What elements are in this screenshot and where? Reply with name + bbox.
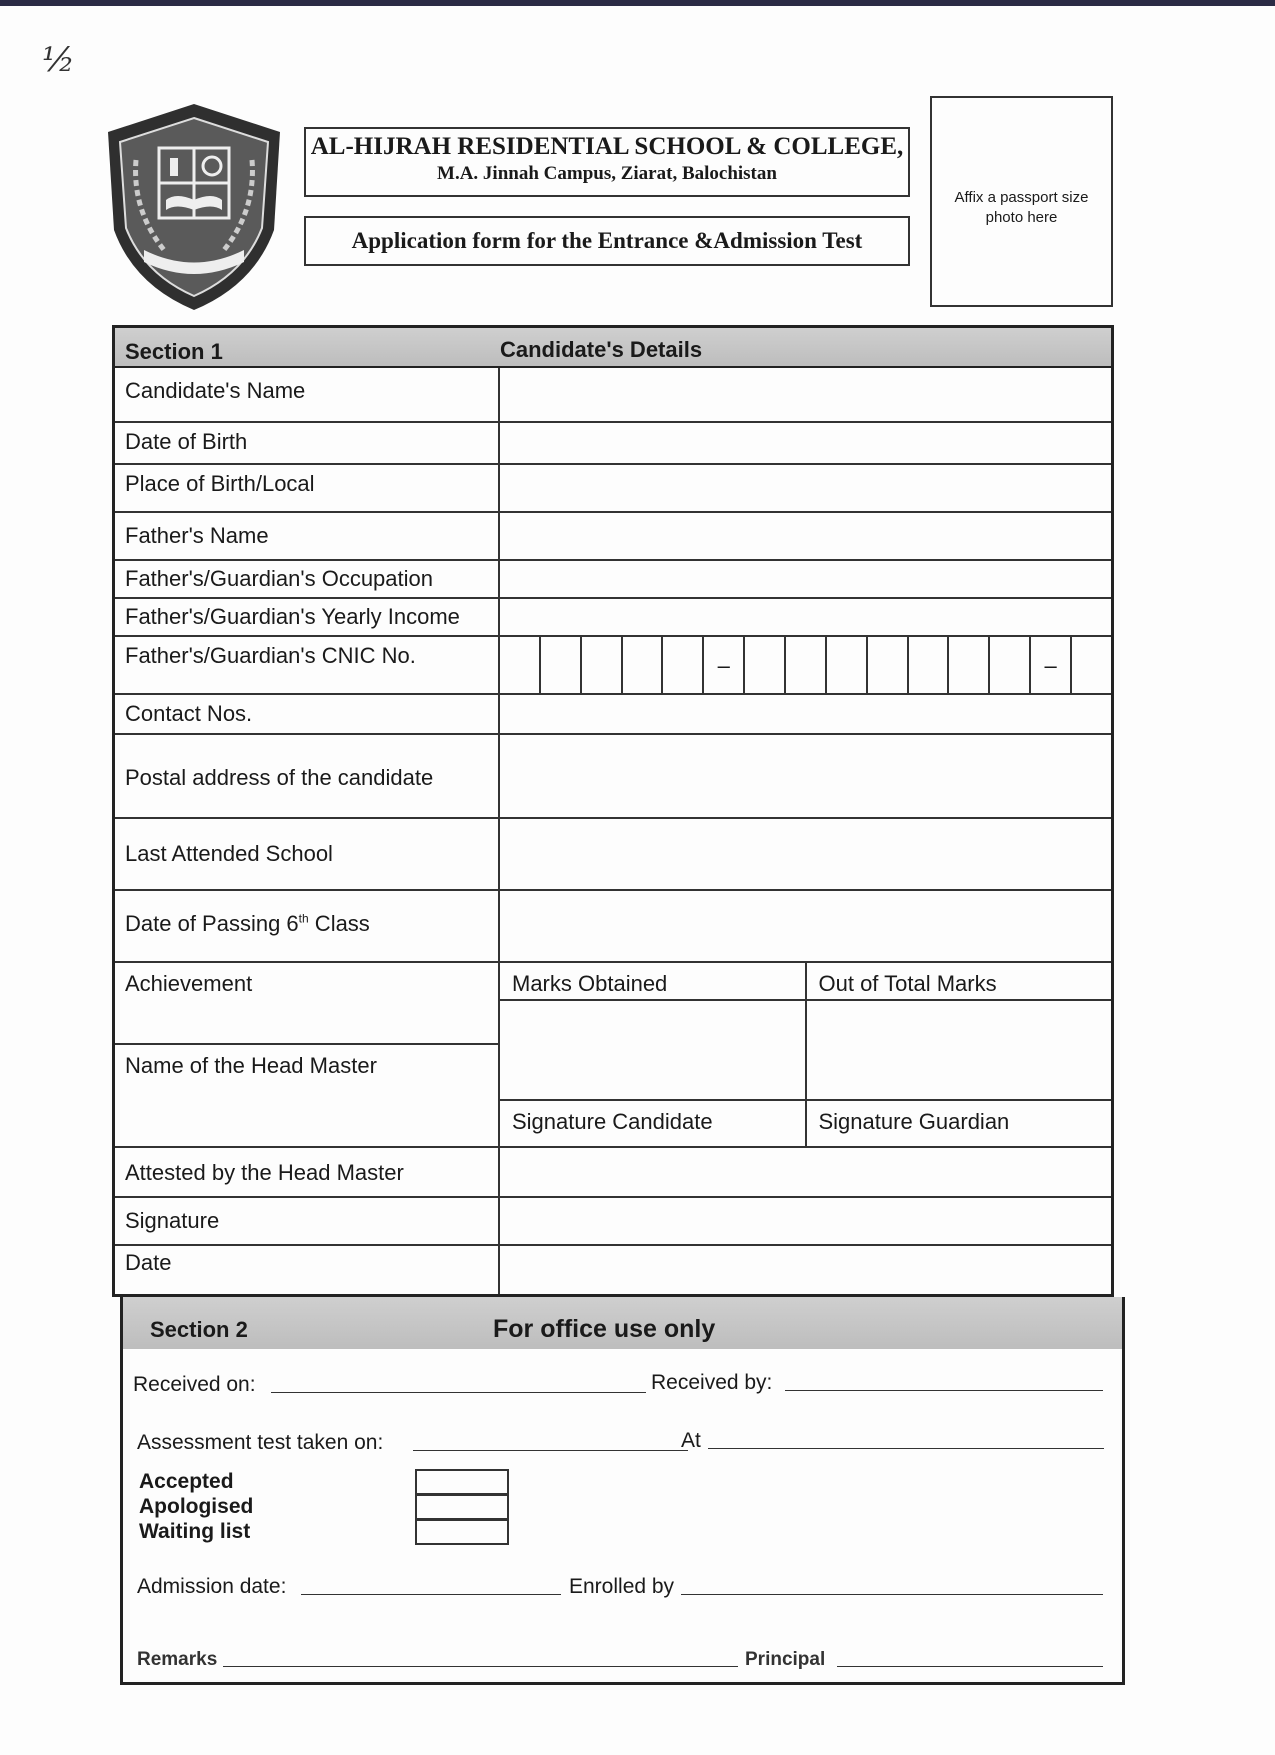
admission-date-field[interactable] [301, 1593, 561, 1595]
cnic-digit[interactable] [990, 637, 1031, 695]
cnic-digit[interactable] [1072, 637, 1111, 695]
marks-obtained-header: Marks Obtained [512, 971, 668, 996]
row-last-school [115, 819, 1111, 891]
school-name-box [304, 127, 910, 197]
photo-box-line2: photo here [985, 209, 1058, 226]
section-2-header [123, 1297, 1122, 1349]
cnic-digit[interactable] [909, 637, 950, 695]
school-name: AL-HIJRAH RESIDENTIAL SCHOOL & COLLEGE, [310, 133, 904, 160]
input-dob[interactable] [500, 423, 1111, 463]
cnic-separator: – [1031, 637, 1072, 695]
section-1-table [112, 325, 1114, 1297]
cnic-digit[interactable] [663, 637, 704, 695]
campus-address: M.A. Jinnah Campus, Ziarat, Balochistan [437, 163, 777, 184]
label-income: Father's/Guardian's Yearly Income [115, 599, 500, 635]
assessment-label: Assessment test taken on: [137, 1431, 384, 1454]
label-head-master-name: Name of the Head Master [125, 1053, 377, 1078]
row-postal [115, 735, 1111, 819]
row-date [115, 1246, 1111, 1294]
label-date-passing: Date of Passing 6th Class [115, 891, 500, 961]
input-income[interactable] [500, 599, 1111, 635]
row-place-of-birth [115, 465, 1111, 513]
section-1-title: Candidate's Details [500, 337, 703, 362]
input-date[interactable] [500, 1246, 1111, 1294]
input-signature[interactable] [500, 1198, 1111, 1244]
input-place-of-birth[interactable] [500, 465, 1111, 511]
remarks-field[interactable] [223, 1665, 738, 1667]
waiting-list-checkbox[interactable] [415, 1519, 509, 1545]
row-dob [115, 423, 1111, 465]
apologised-checkbox[interactable] [415, 1494, 509, 1520]
label-signature: Signature [115, 1198, 500, 1244]
row-date-passing [115, 891, 1111, 963]
label-last-school: Last Attended School [115, 819, 500, 889]
section-2-label: Section 2 [150, 1317, 248, 1342]
handwritten-note: ½ [42, 40, 75, 80]
row-achievement-block [115, 963, 1111, 1148]
enrolled-by-field[interactable] [681, 1593, 1103, 1595]
status-accepted: Accepted [139, 1470, 234, 1493]
remarks-label: Remarks [137, 1649, 218, 1670]
label-attested: Attested by the Head Master [115, 1148, 500, 1196]
signature-candidate[interactable]: Signature Candidate [512, 1109, 713, 1134]
achievement-labels [115, 963, 500, 1146]
input-last-school[interactable] [500, 819, 1111, 889]
received-on-label: Received on: [133, 1373, 256, 1396]
out-of-total-header: Out of Total Marks [805, 963, 1112, 999]
label-candidate-name: Candidate's Name [115, 368, 500, 421]
cnic-digit[interactable] [623, 637, 664, 695]
label-achievement: Achievement [115, 963, 498, 1045]
row-income [115, 599, 1111, 637]
label-dob: Date of Birth [115, 423, 500, 463]
label-place-of-birth: Place of Birth/Local [115, 465, 500, 511]
cnic-digit[interactable] [541, 637, 582, 695]
out-of-total-input[interactable] [805, 1001, 1112, 1099]
section-2-title: For office use only [493, 1315, 716, 1343]
input-occupation[interactable] [500, 561, 1111, 597]
label-father-name: Father's Name [115, 513, 500, 559]
cnic-digit[interactable] [949, 637, 990, 695]
row-cnic [115, 637, 1111, 695]
photo-box[interactable] [930, 96, 1113, 307]
status-waiting: Waiting list [139, 1520, 251, 1543]
label-contact: Contact Nos. [115, 695, 500, 733]
at-field[interactable] [708, 1447, 1104, 1449]
label-postal: Postal address of the candidate [115, 735, 500, 817]
received-by-field[interactable] [785, 1389, 1103, 1391]
section-1-label: Section 1 [125, 339, 223, 364]
row-signature [115, 1198, 1111, 1246]
label-date: Date [115, 1246, 500, 1294]
row-attested [115, 1148, 1111, 1198]
principal-label: Principal [745, 1649, 826, 1670]
input-contact[interactable] [500, 695, 1111, 733]
section-1-header [115, 328, 1111, 368]
at-label: At [681, 1429, 701, 1452]
cnic-separator: – [704, 637, 745, 695]
cnic-digit[interactable] [500, 637, 541, 695]
accepted-checkbox[interactable] [415, 1469, 509, 1495]
row-candidate-name [115, 368, 1111, 423]
form-title: Application form for the Entrance &Admission Test [304, 216, 910, 266]
input-date-passing[interactable] [500, 891, 1111, 961]
input-postal[interactable] [500, 735, 1111, 817]
cnic-digit[interactable] [786, 637, 827, 695]
school-crest-logo [104, 100, 284, 315]
admission-date-label: Admission date: [137, 1575, 287, 1598]
row-occupation [115, 561, 1111, 599]
received-on-field[interactable] [271, 1391, 646, 1393]
assessment-date-field[interactable] [413, 1449, 688, 1451]
signature-guardian[interactable]: Signature Guardian [805, 1101, 1112, 1146]
row-contact [115, 695, 1111, 735]
section-2-office-use [120, 1297, 1125, 1685]
row-father-name [115, 513, 1111, 561]
input-father-name[interactable] [500, 513, 1111, 559]
cnic-digit[interactable] [745, 637, 786, 695]
marks-obtained-input[interactable] [500, 1001, 805, 1099]
cnic-digit[interactable] [868, 637, 909, 695]
status-apologised: Apologised [139, 1495, 254, 1518]
principal-signature-field[interactable] [837, 1665, 1103, 1667]
achievement-grid [500, 963, 1111, 1146]
label-occupation: Father's/Guardian's Occupation [115, 561, 500, 597]
input-attested[interactable] [500, 1148, 1111, 1196]
photo-box-line1: Affix a passport size [954, 189, 1089, 206]
label-cnic: Father's/Guardian's CNIC No. [115, 637, 500, 693]
cnic-digit[interactable] [582, 637, 623, 695]
top-border [0, 0, 1275, 6]
cnic-digit[interactable] [827, 637, 868, 695]
received-by-label: Received by: [651, 1371, 773, 1394]
input-candidate-name[interactable] [500, 368, 1111, 421]
cnic-boxes [500, 637, 1111, 693]
enrolled-by-label: Enrolled by [569, 1575, 675, 1598]
